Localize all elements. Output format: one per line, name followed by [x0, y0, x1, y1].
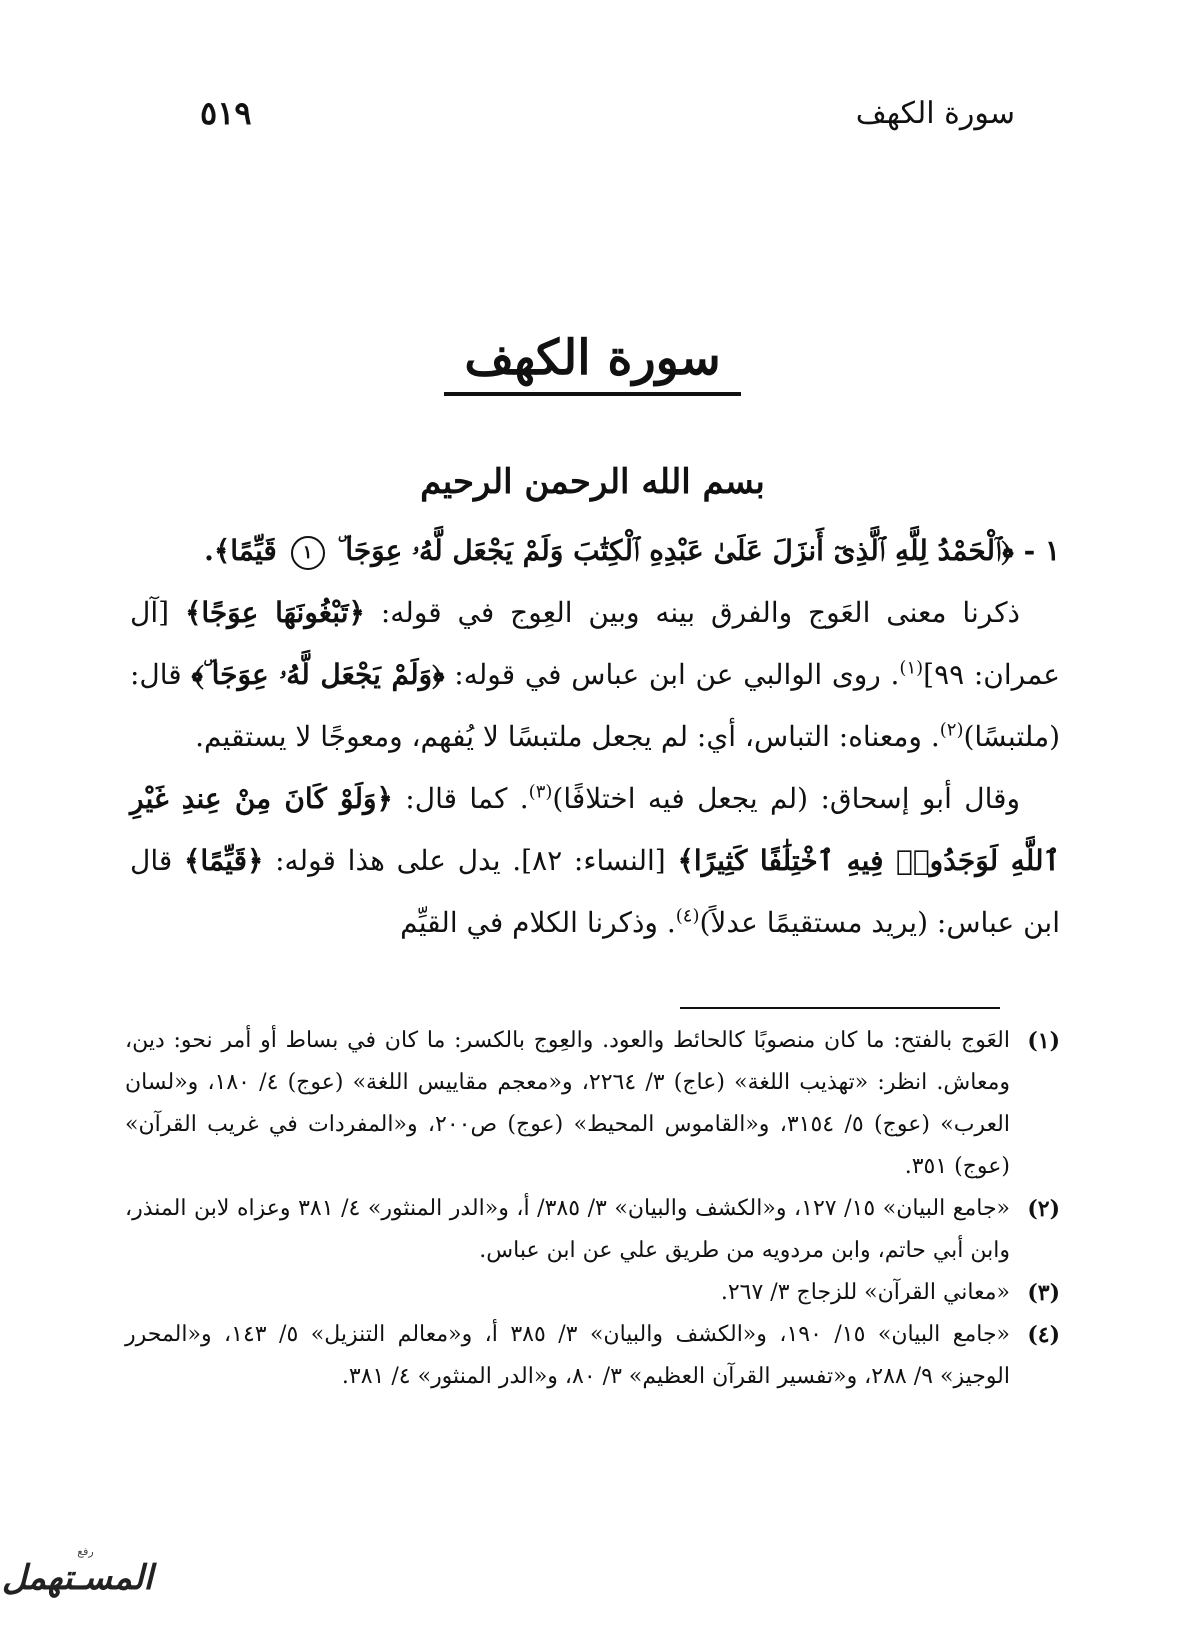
footnote-number: (٣) [1027, 1280, 1060, 1306]
p2-b: . كما قال: [392, 782, 529, 815]
surah-title [0, 330, 1185, 386]
footnote-text: «جامع البيان» ١٥/ ١٢٧، و«الكشف والبيان» ٣/ ٣٨٥/ أ، و«الدر المنثور» ٤/ ٣٨١ وعزاه لابن المنذر، وابن أبي حاتم، وابن مردويه من طريق علي عن ابن عباس. [125, 1196, 1011, 1263]
running-header [200, 88, 1015, 138]
quran-quote: ﴿قَيِّمًا﴾ [184, 844, 264, 877]
footnotes [125, 1020, 1060, 1398]
p2-d: قال ابن عباس: (يريد مستقيمًا عدلاً) [130, 844, 1060, 939]
basmala: بسم الله الرحمن الرحيم [420, 462, 765, 502]
quran-quote: ﴿وَلَمْ يَجْعَل لَّهُۥ عِوَجَا ۜ﴾ [191, 658, 445, 691]
verse-line [130, 520, 1060, 582]
footnote-number: (١) [1027, 1028, 1060, 1054]
footnote-ref-2[interactable]: (٢) [939, 719, 964, 741]
footnote-ref-1[interactable]: (١) [899, 657, 924, 679]
p1-b: [آل عمران: ٩٩] [130, 596, 1060, 691]
p1-e: . ومعناه: التباس، أي: لم يجعل ملتبسًا لا يُفهم، ومعوجًا لا يستقيم. [195, 720, 940, 753]
footnote-text: العَوج بالفتح: ما كان منصوبًا كالحائط والعود. والعِوج بالكسر: ما كان في بساط أو أمر نحو: دين، ومعاش. انظر: «تهذيب اللغة» (عاج) ٣/ ٢٢٦٤، و«معجم مقاييس اللغة» (عوج) ٤/ ١٨٠، و«لسان العرب» (عوج) ٥/ ٣١٥٤، و«القاموس المحيط» (عوج) ص٢٠٠، و«المفردات في غريب القرآن» (عوج) ٣٥١. [125, 1028, 1011, 1179]
main-text [130, 520, 1060, 954]
quran-quote: ﴿وَلَوْ كَانَ مِنْ عِندِ غَيْرِ ٱللَّهِ لَوَجَدُوا۟ فِيهِ ٱخْتِلَٰفًا كَثِيرًا﴾ [130, 782, 1060, 877]
footnote-item [125, 1314, 1060, 1398]
verse-text-end: قَيِّمًا﴾. [204, 534, 277, 567]
page-number: ٥١٩ [200, 94, 252, 132]
footnote-number: (٤) [1027, 1322, 1060, 1348]
verse-number: ١ - [1023, 534, 1060, 567]
verse-end-marker: ١ [291, 536, 325, 570]
footnote-text: «جامع البيان» ١٥/ ١٩٠، و«الكشف والبيان» ٣/ ٣٨٥ أ، و«معالم التنزيل» ٥/ ١٤٣، و«المحرر الوجيز» ٩/ ٢٨٨، و«تفسير القرآن العظيم» ٣/ ٨٠، و«الدر المنثور» ٤/ ٣٨١. [125, 1322, 1010, 1389]
p2-c: [النساء: ٨٢]. يدل على هذا قوله: [263, 844, 678, 877]
surah-title-text: سورة الكهف [444, 330, 740, 396]
running-title: سورة الكهف [855, 95, 1015, 131]
paragraph-2 [130, 768, 1060, 954]
footnote-ref-4[interactable]: (٤) [675, 905, 700, 927]
footnote-number: (٢) [1027, 1196, 1060, 1222]
footnote-item [125, 1272, 1060, 1314]
publisher-watermark [1, 1545, 153, 1625]
p2-e: . وذكرنا الكلام في القيِّم [400, 906, 676, 939]
footnote-item [125, 1188, 1060, 1272]
quran-quote: ﴿تَبْغُونَهَا عِوَجًا﴾ [184, 596, 365, 629]
watermark-logo: المسـتهمل [1, 1558, 153, 1598]
footnote-divider [680, 1007, 1000, 1009]
footnote-text: «معاني القرآن» للزجاج ٣/ ٢٦٧. [720, 1280, 1010, 1305]
p1-c: . روى الوالبي عن ابن عباس في قوله: [444, 658, 900, 691]
footnote-item [125, 1020, 1060, 1188]
p1-d: قال: (ملتبسًا) [130, 658, 1060, 753]
footnote-ref-3[interactable]: (٣) [528, 781, 553, 803]
p2-a: وقال أبو إسحاق: (لم يجعل فيه اختلافًا) [552, 782, 1021, 815]
watermark-sub: رفع [77, 1545, 94, 1558]
paragraph-1 [130, 582, 1060, 768]
p1-a: ذكرنا معنى العَوج والفرق بينه وبين العِوج في قوله: [364, 596, 1020, 629]
verse-text: ﴿ٱلْحَمْدُ لِلَّهِ ٱلَّذِىٓ أَنزَلَ عَلَىٰ عَبْدِهِ ٱلْكِتَٰبَ وَلَمْ يَجْعَل لَّهُۥ عِوَجَا ۜ [338, 534, 1014, 567]
